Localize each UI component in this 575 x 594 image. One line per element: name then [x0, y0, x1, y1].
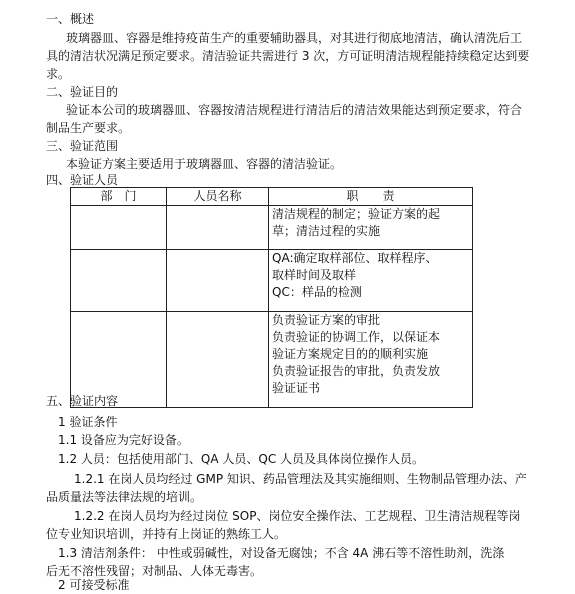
section-2-text: 制品生产要求。	[46, 121, 131, 135]
content-item: 1.1 设备应为完好设备。	[58, 433, 189, 447]
names-cell	[167, 206, 269, 250]
duties-cell	[269, 206, 473, 250]
duty-line: QC：样品的检测	[272, 285, 362, 299]
content-item: 位专业知识培训，并持有上岗证的熟练工人。	[46, 527, 287, 541]
table-header-row	[71, 188, 473, 206]
content-item: 1 验证条件	[58, 415, 118, 429]
duty-line: 验证方案规定目的的顺利实施	[272, 347, 429, 361]
section-3-text: 本验证方案主要适用于玻璃器皿、容器的清洁验证。	[66, 157, 343, 171]
header-department: 部 门	[71, 188, 167, 206]
section-4-heading: 四、验证人员	[46, 173, 119, 187]
table-row	[71, 312, 473, 408]
names-cell	[167, 312, 269, 408]
section-1-text: 具的清洁状况满足预定要求。清洁验证共需进行 3 次，方可证明清洁规程能持续稳定达到要	[46, 49, 530, 63]
header-personnel-name: 人员名称	[167, 188, 269, 206]
content-item: 后无不溶性残留；对制品、人体无毒害。	[46, 564, 263, 578]
personnel-table	[70, 187, 473, 408]
names-cell	[167, 250, 269, 312]
section-1-text: 玻璃器皿、容器是维持疫苗生产的重要辅助器具，对其进行彻底地清洁，确认清洗后工	[66, 31, 523, 45]
content-item: 品质量法等法律法规的培训。	[46, 490, 203, 504]
section-3-heading: 三、验证范围	[46, 139, 119, 153]
content-item: 1.3 清洁剂条件： 中性或弱碱性，对设备无腐蚀；不含 4A 沸石等不溶性助剂，洗涤	[58, 546, 505, 560]
table-row	[71, 206, 473, 250]
section-5-heading: 五、验证内容	[46, 394, 119, 408]
duties-cell	[269, 312, 473, 408]
department-cell	[71, 250, 167, 312]
table-row	[71, 250, 473, 312]
department-cell	[71, 206, 167, 250]
duty-line: 验证证书	[272, 381, 321, 395]
content-item: 1.2.2 在岗人员均为经过岗位 SOP、岗位安全操作法、工艺规程、卫生清洁规程等岗	[74, 509, 521, 523]
content-item: 1.2 人员：包括使用部门、QA 人员、QC 人员及具体岗位操作人员。	[58, 452, 425, 466]
duty-line: 草；清洁过程的实施	[272, 224, 381, 238]
section-1-heading: 一、概述	[46, 12, 95, 26]
duty-line: 取样时间及取样	[272, 268, 357, 282]
content-item: 1.2.1 在岗人员均经过 GMP 知识、药品管理法及其实施细则、生物制品管理办法、产	[74, 472, 527, 486]
duty-line: 负责验证报告的审批，负责发放	[272, 364, 441, 378]
duty-line: 负责验证方案的审批	[272, 313, 381, 327]
duties-cell	[269, 250, 473, 312]
section-2-heading: 二、验证目的	[46, 85, 119, 99]
duty-line: 负责验证的协调工作，以保证本	[272, 330, 441, 344]
section-2-text: 验证本公司的玻璃器皿、容器按清洁规程进行清洁后的清洁效果能达到预定要求，符合	[66, 103, 523, 117]
duty-line: QA:确定取样部位、取样程序、	[272, 251, 438, 265]
header-duties: 职 责	[269, 188, 473, 206]
content-item: 2 可接受标准	[58, 578, 130, 592]
section-1-text: 求。	[46, 67, 71, 81]
duty-line: 清洁规程的制定；验证方案的起	[272, 207, 441, 221]
